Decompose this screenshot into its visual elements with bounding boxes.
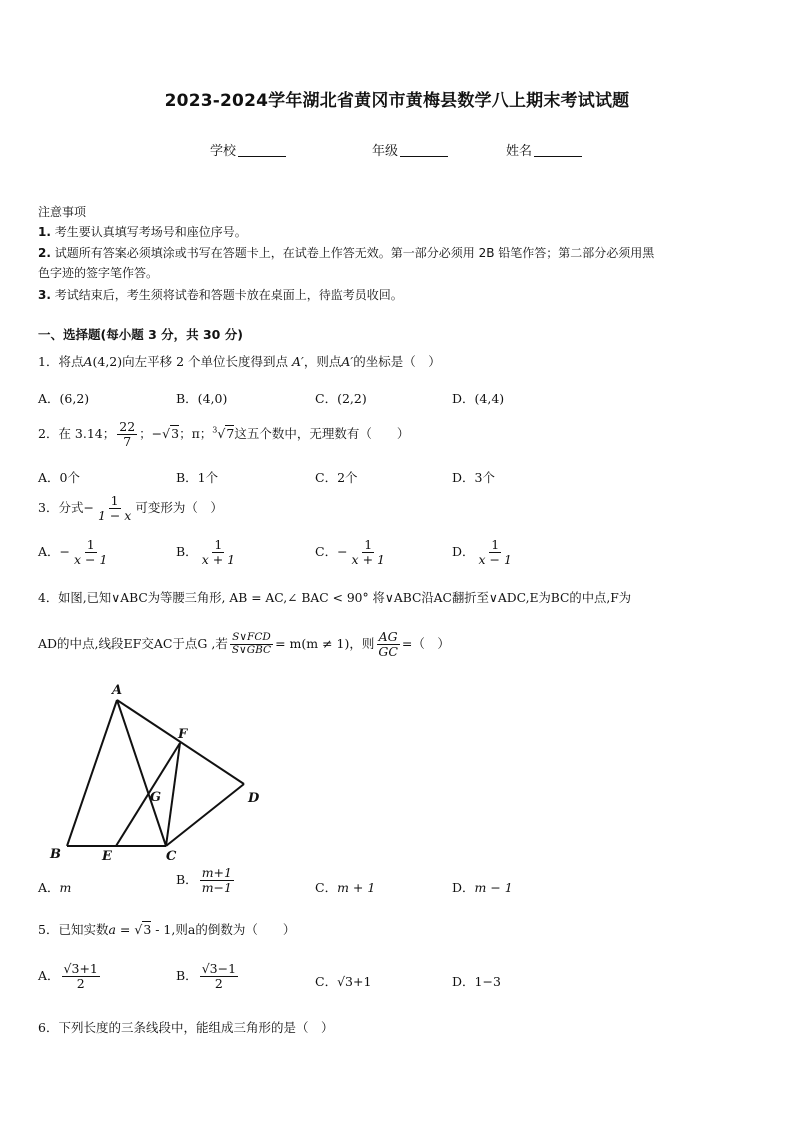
question-2: 2．在 3.14； $\frac{22}{7}$ ；−√3；π；$^3$√7这五个数中，无理数有（ ） bbox=[38, 419, 410, 449]
label-a: A bbox=[112, 683, 123, 698]
q5-option-a[interactable]: A． $\frac{√3+1}{2}$ bbox=[38, 961, 98, 991]
segment-dc bbox=[166, 784, 244, 846]
segment-ef bbox=[116, 743, 180, 846]
name-field[interactable]: 姓名 bbox=[506, 140, 582, 159]
section-heading: 一、选择题(每小题 3 分，共 30 分) bbox=[38, 327, 243, 342]
q4-option-d[interactable]: D．m − 1 bbox=[452, 880, 513, 895]
segment-ad bbox=[117, 700, 244, 784]
q3-option-b[interactable]: B． $\frac{1}{x + 1}$ bbox=[176, 537, 236, 567]
notice-item-1: 1. 考生要认真填写考场号和座位序号。 bbox=[38, 225, 247, 239]
notice-item-3: 3. 考试结束后，考生须将试卷和答题卡放在桌面上，待监考员收回。 bbox=[38, 288, 403, 302]
segment-fc bbox=[166, 743, 180, 846]
segment-ac bbox=[117, 700, 166, 846]
triangle-figure bbox=[40, 680, 265, 865]
question-4-line-1: 4．如图,已知∨ABC为等腰三角形, AB = AC,∠ BAC < 90° 将∨ABC沿AC翻折至∨ADC,E为BC的中点,F为 bbox=[38, 591, 632, 605]
q4-option-c[interactable]: C．m + 1 bbox=[315, 880, 376, 895]
question-1: 1．将点A(4,2)向左平移 2 个单位长度得到点 A′，则点A′的坐标是（ ） bbox=[38, 354, 441, 369]
q2-option-b[interactable]: B．1个 bbox=[176, 470, 219, 485]
q3-option-d[interactable]: D． $\frac{1}{x - 1}$ bbox=[452, 537, 512, 567]
page-title: 2023-2024学年湖北省黄冈市黄梅县数学八上期末考试试题 bbox=[164, 91, 630, 111]
q2-option-c[interactable]: C．2个 bbox=[315, 470, 358, 485]
q3-option-a[interactable]: A．− $\frac{1}{x - 1}$ bbox=[38, 537, 108, 567]
label-b: B bbox=[50, 847, 61, 862]
q1-option-b[interactable]: B．(4,0) bbox=[176, 391, 228, 406]
question-5: 5．已知实数a = √3 - 1,则a的倒数为（ ） bbox=[38, 922, 296, 937]
q1-option-a[interactable]: A．(6,2) bbox=[38, 391, 90, 406]
q4-option-b[interactable]: B． $\frac{m+1}{m-1}$ bbox=[176, 865, 232, 895]
grade-field[interactable]: 年级 bbox=[372, 140, 448, 159]
label-d: D bbox=[248, 791, 260, 806]
notice-heading: 注意事项 bbox=[38, 205, 87, 219]
q5-option-b[interactable]: B． $\frac{√3-1}{2}$ bbox=[176, 961, 237, 991]
question-4-line-2: AD的中点,线段EF交AC于点G ,若 $\frac{\text{S∨FCD}}{\text{S∨GBC}}$ = m(m ≠ 1)，则 $\frac{AG}{GC}$ =（ ） bbox=[38, 629, 450, 659]
q1-option-c[interactable]: C．(2,2) bbox=[315, 391, 367, 406]
q5-option-c[interactable]: C．√3+1 bbox=[315, 974, 372, 989]
question-6: 6．下列长度的三条线段中，能组成三角形的是（ ） bbox=[38, 1020, 334, 1035]
question-3: 3．分式− $\frac{1}{1 - x}$ 可变形为（ ） bbox=[38, 493, 223, 523]
label-f: F bbox=[178, 727, 188, 742]
school-field[interactable]: 学校 bbox=[210, 140, 286, 159]
notice-item-2-cont: 色字迹的签字笔作答。 bbox=[38, 266, 159, 280]
segment-ab bbox=[67, 700, 117, 846]
q4-option-a[interactable]: A．m bbox=[38, 880, 72, 895]
q5-option-d[interactable]: D．1−3 bbox=[452, 974, 501, 989]
q2-option-d[interactable]: D．3个 bbox=[452, 470, 495, 485]
notice-item-2: 2. 试题所有答案必须填涂或书写在答题卡上，在试卷上作答无效。第一部分必须用 2B 铅笔作答；第二部分必须用黑 bbox=[38, 246, 655, 260]
q2-option-a[interactable]: A．0个 bbox=[38, 470, 80, 485]
q1-option-d[interactable]: D．(4,4) bbox=[452, 391, 505, 406]
q3-option-c[interactable]: C．− $\frac{1}{x + 1}$ bbox=[315, 537, 385, 567]
label-c: C bbox=[166, 849, 177, 864]
label-e: E bbox=[102, 849, 112, 864]
label-g: G bbox=[150, 790, 162, 805]
